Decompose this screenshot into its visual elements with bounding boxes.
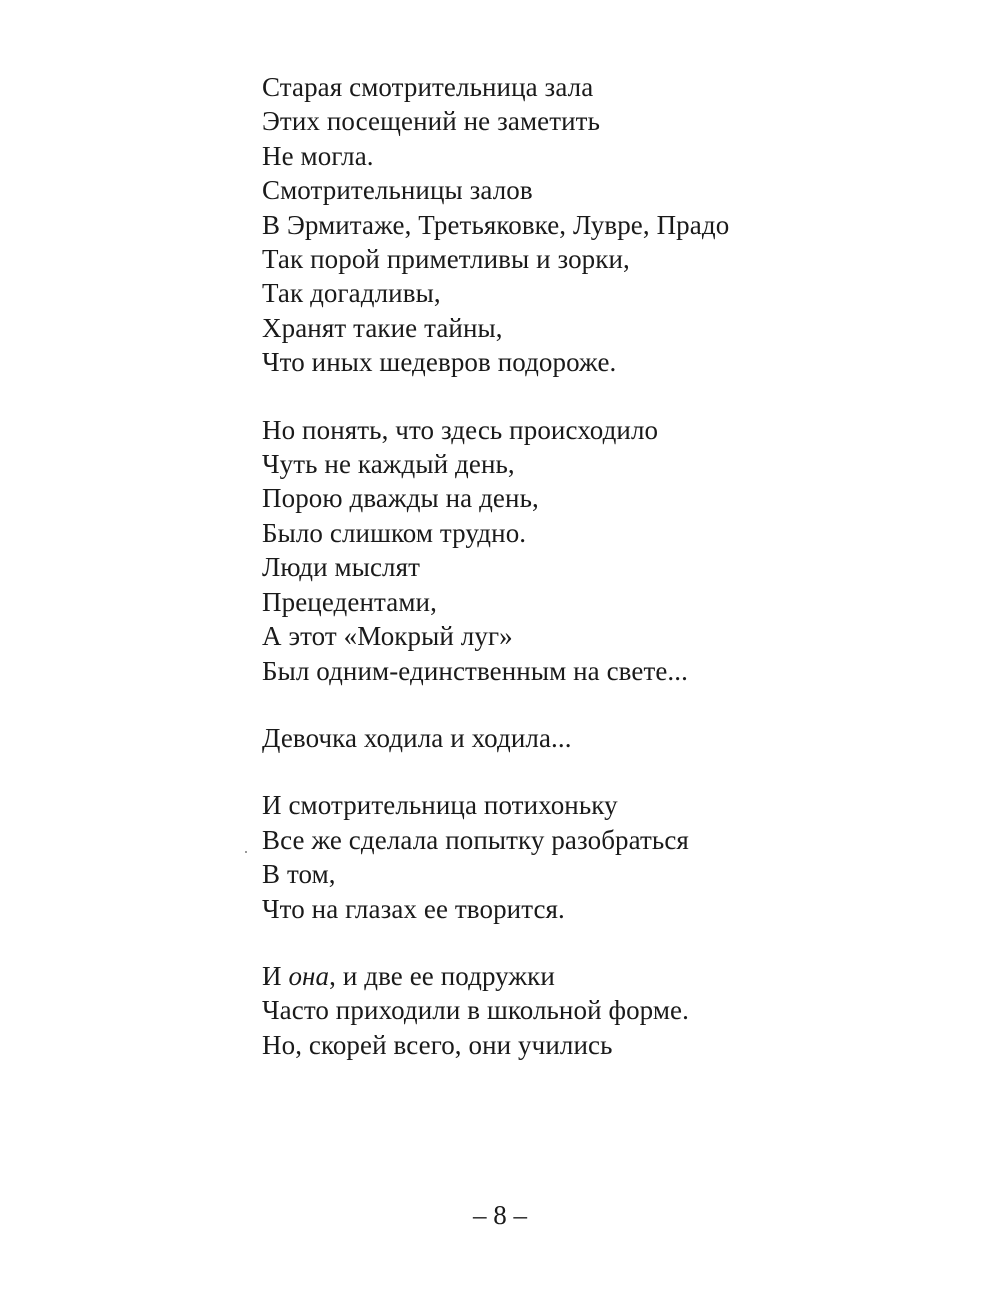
poem-line: Часто приходили в школьной форме. [262,995,689,1026]
poem-line: Люди мыслят [262,552,421,583]
poem-line: Все же сделала попытку разобраться [262,824,689,855]
stanza [262,721,902,755]
poem-line: Но, скорей всего, они учились [262,1029,613,1060]
poem-line: Порою дважды на день, [262,483,539,514]
poem-line: Старая смотрительница зала [262,72,594,102]
poem-line: Что на глазах ее творится. [262,893,565,924]
page-number: – 8 – [473,1200,527,1230]
line-text: , и две ее подружки [329,960,555,991]
poem-line: Так догадливы, [262,278,441,309]
poem-line: Что иных шедевров подороже. [262,347,617,378]
stanza [262,788,902,926]
poem-line: Было слишком трудно. [262,517,527,548]
poem-line: Хранят такие тайны, [262,312,503,343]
poem-line [262,959,902,993]
poem-line: Этих посещений не заметить [262,106,600,137]
poem-line: А этот «Мокрый луг» [262,621,513,652]
print-speck [245,851,247,853]
poem-line: Был одним-единственным на свете... [262,655,688,686]
poem-line: И смотрительница потихоньку [262,790,618,821]
stanza [262,959,902,1062]
poem-line: В том, [262,859,336,890]
poem-line: Девочка ходила и ходила... [262,722,572,753]
poem-line: Но понять, что здесь происходило [262,414,659,445]
stanza [262,413,902,688]
poem-line: Смотрительницы залов [262,175,533,206]
poem-line: В Эрмитаже, Третьяковке, Лувре, Прадо [262,209,730,240]
italic-word: она [288,960,330,991]
stanza [262,70,902,380]
line-text: И [262,960,289,991]
poem-line: Чуть не каждый день, [262,449,515,480]
poem-line: Так порой приметливы и зорки, [262,244,630,275]
poem-line: Прецедентами, [262,586,437,617]
poem-line: Не могла. [262,140,374,171]
poem-body [262,70,902,1095]
